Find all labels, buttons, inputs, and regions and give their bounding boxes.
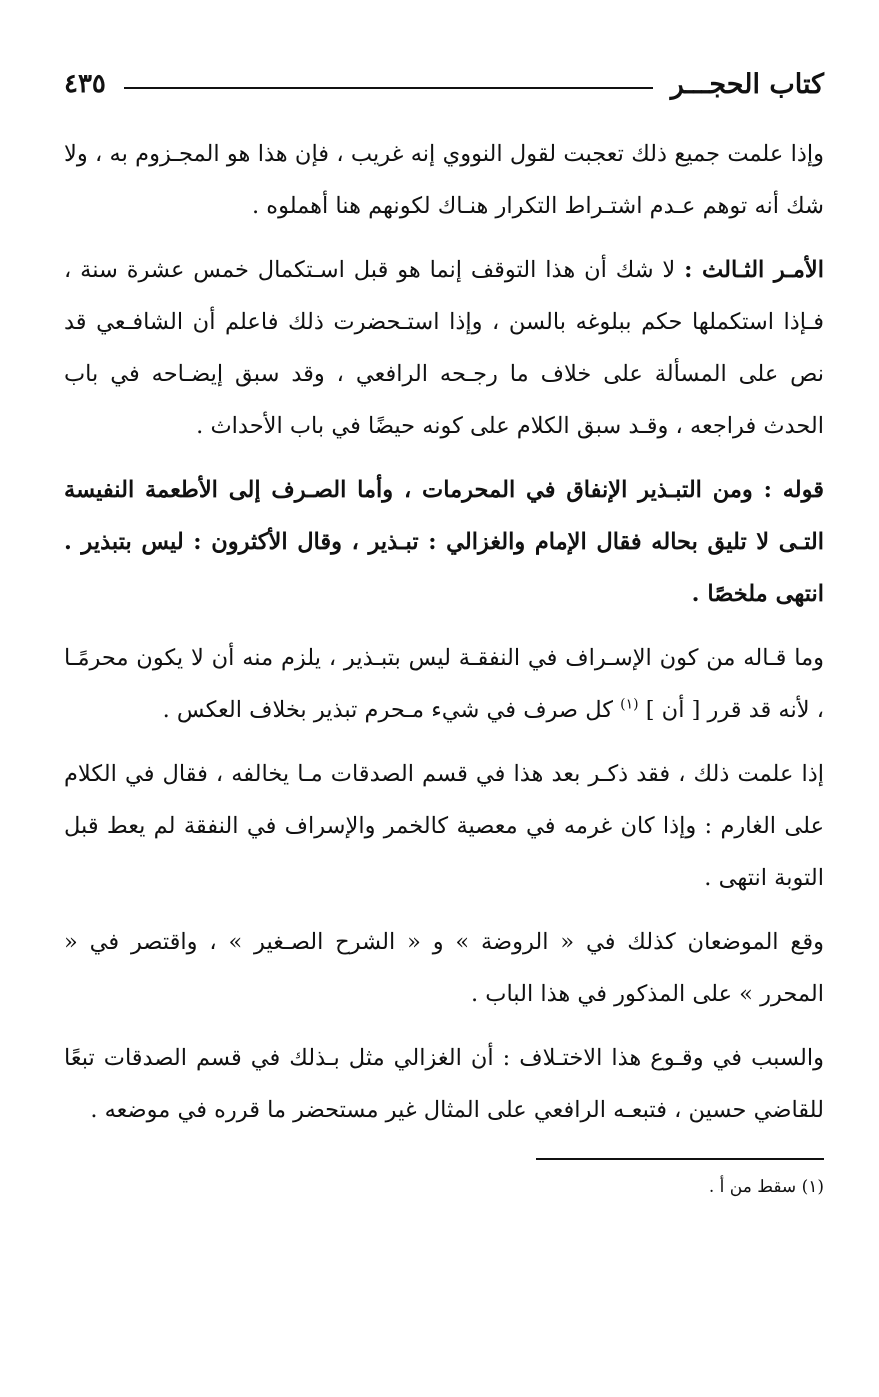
running-header	[64, 58, 824, 110]
paragraph-lead: الأمـر الثـالث :	[684, 257, 825, 283]
paragraph-text: والسبب في وقـوع هذا الاختـلاف : أن الغزالي مثل بـذلك في قسم الصدقات تبعًا للقاضي حسين ، فتبعـه الرافعي على المثال غير مستحضر ما قرره في موضعه .	[64, 1045, 824, 1123]
footnote-marker: (١)	[620, 696, 639, 713]
book-page	[64, 58, 824, 1378]
paragraph-text: لا شك أن هذا التوقف إنما هو قبل اسـتكمال خمس عشرة سنة ، فـإذا استكملها حكم ببلوغه بالسن ، وإذا استـحضرت ذلك فاعلم أن الشافـعي قد نص على المسألة على خلاف ما رجـحه الرافعي ، وقد سبق إيضـاحه في باب الحدث فراجعه ، وقـد سبق الكلام على كونه حيضًا في باب الأحداث .	[64, 257, 824, 439]
paragraph	[64, 244, 824, 452]
paragraph-text: وإذا علمت جميع ذلك تعجبت لقول النووي إنه غريب ، فإن هذا هو المجـزوم به ، ولا شك أنه توهم عـدم اشتـراط التكرار هنـاك لكونهم هنا أهملوه .	[64, 141, 824, 219]
body-text	[64, 128, 824, 1136]
paragraph-text: وما قـاله من كون الإسـراف في النفقـة ليس بتبـذير ، يلزم منه أن لا يكون محرمًـا ، لأنه قد قرر [ أن ]	[64, 645, 824, 723]
paragraph-text: كل صرف في شيء مـحرم تبذير بخلاف العكس .	[162, 697, 613, 723]
paragraph	[64, 748, 824, 904]
paragraph-text: إذا علمت ذلك ، فقد ذكـر بعد هذا في قسم الصدقات مـا يخالفه ، فقال في الكلام على الغارم : وإذا كان غرمه في معصية كالخمر والإسراف في النفقة لم يعط قبل التوبة انتهى .	[64, 761, 824, 891]
paragraph	[64, 128, 824, 232]
header-rule	[124, 87, 653, 89]
paragraph-text: قوله : ومن التبـذير الإنفاق في المحرمات ، وأما الصـرف إلى الأطعمة النفيسة التـى لا تليق بحاله فقال الإمام والغزالي : تبـذير ، وقال الأكثرون : ليس بتبذير . انتهى ملخصًا .	[64, 477, 824, 607]
paragraph	[64, 916, 824, 1020]
paragraph	[64, 632, 824, 736]
paragraph	[64, 1032, 824, 1136]
chapter-title: كتاب الحجـــر	[670, 68, 824, 100]
footnote-text: (١) سقط من أ .	[708, 1177, 824, 1197]
paragraph-text: وقع الموضعان كذلك في « الروضة » و « الشرح الصـغير » ، واقتصر في « المحرر » على المذكور في هذا الباب .	[64, 929, 824, 1007]
footnote-rule	[536, 1158, 824, 1160]
page-number: ٤٣٥	[64, 69, 106, 99]
footnote	[64, 1172, 824, 1202]
quoted-paragraph	[64, 464, 824, 620]
